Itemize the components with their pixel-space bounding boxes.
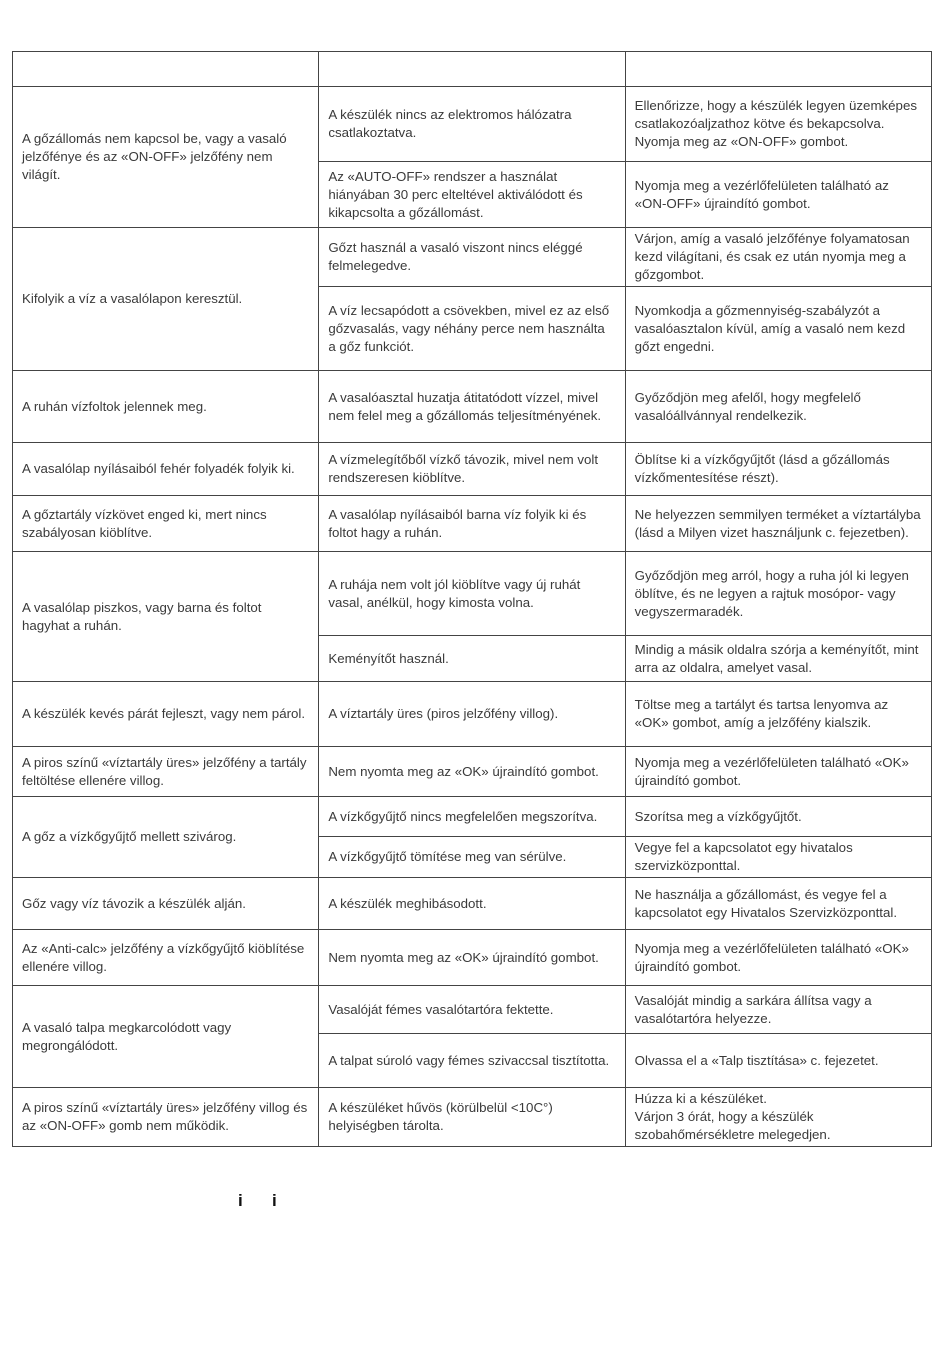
solution-cell: Győződjön meg arról, hogy a ruha jól ki legyen öblítve, és ne legyen a rajtuk mosópor- vagy vegyszermaradék. — [625, 552, 931, 636]
problem-cell: A vasalólap piszkos, vagy barna és foltot hagyhat a ruhán. — [13, 552, 319, 682]
footer-mark: i — [272, 1191, 277, 1210]
cause-cell: A talpat súroló vagy fémes szivaccsal tisztította. — [319, 1034, 625, 1088]
header-cause — [319, 52, 625, 87]
table-row — [13, 552, 932, 636]
solution-line: Várjon 3 órát, hogy a készülék szobahőmérsékletre melegedjen. — [634, 1109, 831, 1142]
cause-cell: Nem nyomta meg az «OK» újraindító gombot. — [319, 930, 625, 986]
problem-cell: Az «Anti-calc» jelzőfény a vízkőgyűjtő kiöblítése ellenére villog. — [13, 930, 319, 986]
cause-cell: A vízkőgyűjtő nincs megfelelően megszorítva. — [319, 797, 625, 837]
header-problem — [13, 52, 319, 87]
solution-cell — [625, 1088, 931, 1147]
solution-cell: Vegye fel a kapcsolatot egy hivatalos szervizközponttal. — [625, 837, 931, 878]
solution-cell: Vasalóját mindig a sarkára állítsa vagy a vasalótartóra helyezze. — [625, 986, 931, 1034]
solution-cell: Ne használja a gőzállomást, és vegye fel a kapcsolatot egy Hivatalos Szervizközponttal. — [625, 878, 931, 930]
table-row — [13, 1088, 932, 1147]
cause-cell: A vasalóasztal huzatja átitatódott vízzel, mivel nem felel meg a gőzállomás teljesítményének. — [319, 371, 625, 443]
solution-cell: Öblítse ki a vízkőgyűjtőt (lásd a gőzállomás vízkőmentesítése részt). — [625, 443, 931, 496]
table-row — [13, 443, 932, 496]
table-row — [13, 797, 932, 837]
solution-cell: Olvassa el a «Talp tisztítása» c. fejezetet. — [625, 1034, 931, 1088]
cause-cell: Az «AUTO-OFF» rendszer a használat hiányában 30 perc elteltével aktiválódott és kikapcsolta a gőzállomást. — [319, 162, 625, 228]
cause-cell: A ruhája nem volt jól kiöblítve vagy új ruhát vasal, anélkül, hogy kimosta volna. — [319, 552, 625, 636]
cause-cell: A készülék nincs az elektromos hálózatra csatlakoztatva. — [319, 87, 625, 162]
problem-cell: A gőzállomás nem kapcsol be, vagy a vasaló jelzőfénye és az «ON-OFF» jelzőfény nem világít. — [13, 87, 319, 228]
table-row — [13, 371, 932, 443]
cause-cell: A víz lecsapódott a csövekben, mivel ez az első gőzvasalás, vagy néhány perce nem használta a gőz funkciót. — [319, 287, 625, 371]
table-row — [13, 878, 932, 930]
problem-cell: A vasalólap nyílásaiból fehér folyadék folyik ki. — [13, 443, 319, 496]
table-row — [13, 986, 932, 1034]
problem-cell: A piros színű «víztartály üres» jelzőfény villog és az «ON-OFF» gomb nem működik. — [13, 1088, 319, 1147]
solution-cell: Ellenőrizze, hogy a készülék legyen üzemképes csatlakozóaljzathoz kötve és bekapcsolva. Nyomja meg az «ON-OFF» gombot. — [625, 87, 931, 162]
table-row — [13, 682, 932, 747]
cause-cell: A készülék meghibásodott. — [319, 878, 625, 930]
solution-cell: Nyomja meg a vezérlőfelületen található az «ON-OFF» újraindító gombot. — [625, 162, 931, 228]
solution-cell: Nyomkodja a gőzmennyiség-szabályzót a vasalóasztalon kívül, amíg a vasaló nem kezd gőzt engedni. — [625, 287, 931, 371]
problem-cell: A gőztartály vízkövet enged ki, mert nincs szabályosan kiöblítve. — [13, 496, 319, 552]
cause-cell: A vízmelegítőből vízkő távozik, mivel nem volt rendszeresen kiöblítve. — [319, 443, 625, 496]
problem-cell: A gőz a vízkőgyűjtő mellett szivárog. — [13, 797, 319, 878]
table-row — [13, 747, 932, 797]
cause-cell: Gőzt használ a vasaló viszont nincs eléggé felmelegedve. — [319, 228, 625, 287]
solution-cell: Mindig a másik oldalra szórja a keményítőt, mint arra az oldalra, amelyet vasal. — [625, 636, 931, 682]
table-row — [13, 228, 932, 287]
cause-cell: A vasalólap nyílásaiból barna víz folyik ki és foltot hagy a ruhán. — [319, 496, 625, 552]
cause-cell: A víztartály üres (piros jelzőfény villog). — [319, 682, 625, 747]
cause-cell: A vízkőgyűjtő tömítése meg van sérülve. — [319, 837, 625, 878]
solution-cell: Ne helyezzen semmilyen terméket a víztartályba (lásd a Milyen vizet használjunk c. fejezetben). — [625, 496, 931, 552]
cause-cell: Vasalóját fémes vasalótartóra fektette. — [319, 986, 625, 1034]
table-row — [13, 930, 932, 986]
table-header-row — [13, 52, 932, 87]
problem-cell: A készülék kevés párát fejleszt, vagy nem párol. — [13, 682, 319, 747]
solution-cell: Töltse meg a tartályt és tartsa lenyomva az «OK» gombot, amíg a jelzőfény kialszik. — [625, 682, 931, 747]
problem-cell: A vasaló talpa megkarcolódott vagy megrongálódott. — [13, 986, 319, 1088]
solution-cell: Nyomja meg a vezérlőfelületen található «OK» újraindító gombot. — [625, 930, 931, 986]
solution-line: Húzza ki a készüléket. — [634, 1091, 767, 1106]
problem-cell: A piros színű «víztartály üres» jelzőfény a tartály feltöltése ellenére villog. — [13, 747, 319, 797]
table-row — [13, 496, 932, 552]
footer-mark: i — [238, 1191, 243, 1210]
cause-cell: A készüléket hűvös (körülbelül <10C°) helyiségben tárolta. — [319, 1088, 625, 1147]
troubleshooting-table — [12, 51, 932, 1147]
problem-cell: Gőz vagy víz távozik a készülék alján. — [13, 878, 319, 930]
header-solution — [625, 52, 931, 87]
solution-cell: Szorítsa meg a vízkőgyűjtőt. — [625, 797, 931, 837]
problem-cell: A ruhán vízfoltok jelennek meg. — [13, 371, 319, 443]
problem-cell: Kifolyik a víz a vasalólapon keresztül. — [13, 228, 319, 371]
cause-cell: Keményítőt használ. — [319, 636, 625, 682]
solution-cell: Nyomja meg a vezérlőfelületen található «OK» újraindító gombot. — [625, 747, 931, 797]
solution-cell: Várjon, amíg a vasaló jelzőfénye folyamatosan kezd világítani, és csak ez után nyomja meg a gőzgombot. — [625, 228, 931, 287]
table-row — [13, 87, 932, 162]
solution-cell: Győződjön meg afelől, hogy megfelelő vasalóállvánnyal rendelkezik. — [625, 371, 931, 443]
cause-cell: Nem nyomta meg az «OK» újraindító gombot. — [319, 747, 625, 797]
